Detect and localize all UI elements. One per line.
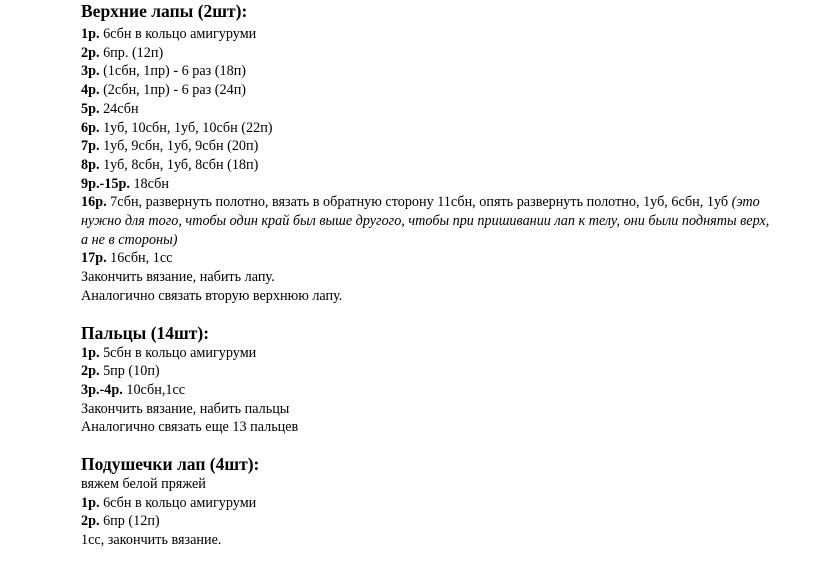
round-label: 1р.	[81, 344, 100, 361]
round-row	[81, 81, 781, 100]
round-row	[81, 156, 781, 175]
round-row	[81, 512, 781, 531]
intro-line: вяжем белой пряжей	[81, 476, 206, 493]
round-row	[81, 362, 781, 381]
round-row	[81, 100, 781, 119]
round-label: 1р.	[81, 494, 100, 511]
round-label: 3р.	[81, 63, 100, 80]
round-row	[81, 381, 781, 400]
round-label: 17р.	[81, 250, 107, 267]
round-text: 16сбн, 1сс	[106, 250, 173, 267]
round-label: 9р.-15р.	[81, 175, 130, 192]
instruction-line: Аналогично связать вторую верхнюю лапу.	[81, 287, 343, 304]
round-label: 3р.-4р.	[81, 381, 123, 398]
pattern-document	[81, 0, 781, 550]
instruction-line: Закончить вязание, набить пальцы	[81, 400, 290, 417]
round-row	[81, 344, 781, 363]
round-text: 24сбн	[99, 100, 139, 117]
section-upper-paws	[81, 0, 781, 306]
round-text: 1уб, 10сбн, 1уб, 10сбн (22п)	[99, 119, 273, 136]
round-text: 1уб, 8сбн, 1уб, 8сбн (18п)	[99, 156, 259, 173]
section-title: Пальцы (14шт):	[81, 322, 210, 343]
round-row	[81, 137, 781, 156]
round-row	[81, 175, 781, 194]
round-label: 16р.	[81, 194, 107, 211]
instruction-line: Аналогично связать еще 13 пальцев	[81, 419, 299, 436]
instruction-line: 1сс, закончить вязание.	[81, 532, 222, 549]
round-row	[81, 25, 781, 44]
round-text: 5пр (10п)	[99, 363, 160, 380]
round-note: (это нужно для того, чтобы один край был выше другого, чтобы при пришивании лап к телу, они были подняты верх, а не в стороны)	[81, 194, 770, 248]
round-row	[81, 44, 781, 63]
round-label: 6р.	[81, 119, 100, 136]
round-label: 2р.	[81, 363, 100, 380]
round-text: 6пр (12п)	[99, 513, 160, 530]
round-label: 8р.	[81, 156, 100, 173]
section-paw-pads	[81, 453, 781, 550]
section-fingers	[81, 322, 781, 438]
round-text: (1сбн, 1пр) - 6 раз (18п)	[99, 63, 247, 80]
section-title: Верхние лапы (2шт):	[81, 1, 248, 21]
round-text: 7сбн, развернуть полотно, вязать в обратную сторону 11сбн, опять развернуть полотно, 1уб, 6сбн, 1уб	[106, 194, 732, 211]
round-text: 18сбн	[129, 175, 169, 192]
round-label: 2р.	[81, 44, 100, 61]
round-label: 4р.	[81, 82, 100, 99]
round-label: 7р.	[81, 138, 100, 155]
round-row	[81, 193, 771, 249]
round-text: 10сбн,1сс	[122, 381, 186, 398]
round-text: 1уб, 9сбн, 1уб, 9сбн (20п)	[99, 138, 259, 155]
section-title: Подушечки лап (4шт):	[81, 454, 260, 475]
round-text: 6сбн в кольцо амигуруми	[99, 26, 257, 42]
round-label: 5р.	[81, 100, 100, 117]
round-label: 2р.	[81, 513, 100, 530]
round-row	[81, 249, 781, 268]
round-row	[81, 119, 781, 138]
round-text: 6сбн в кольцо амигуруми	[99, 494, 257, 511]
round-text: 5сбн в кольцо амигуруми	[99, 344, 257, 361]
round-text: 6пр. (12п)	[99, 44, 164, 61]
round-label: 1р.	[81, 26, 100, 42]
round-text: (2сбн, 1пр) - 6 раз (24п)	[99, 82, 247, 99]
round-row	[81, 494, 781, 513]
round-row	[81, 62, 781, 81]
instruction-line: Закончить вязание, набить лапу.	[81, 269, 275, 286]
